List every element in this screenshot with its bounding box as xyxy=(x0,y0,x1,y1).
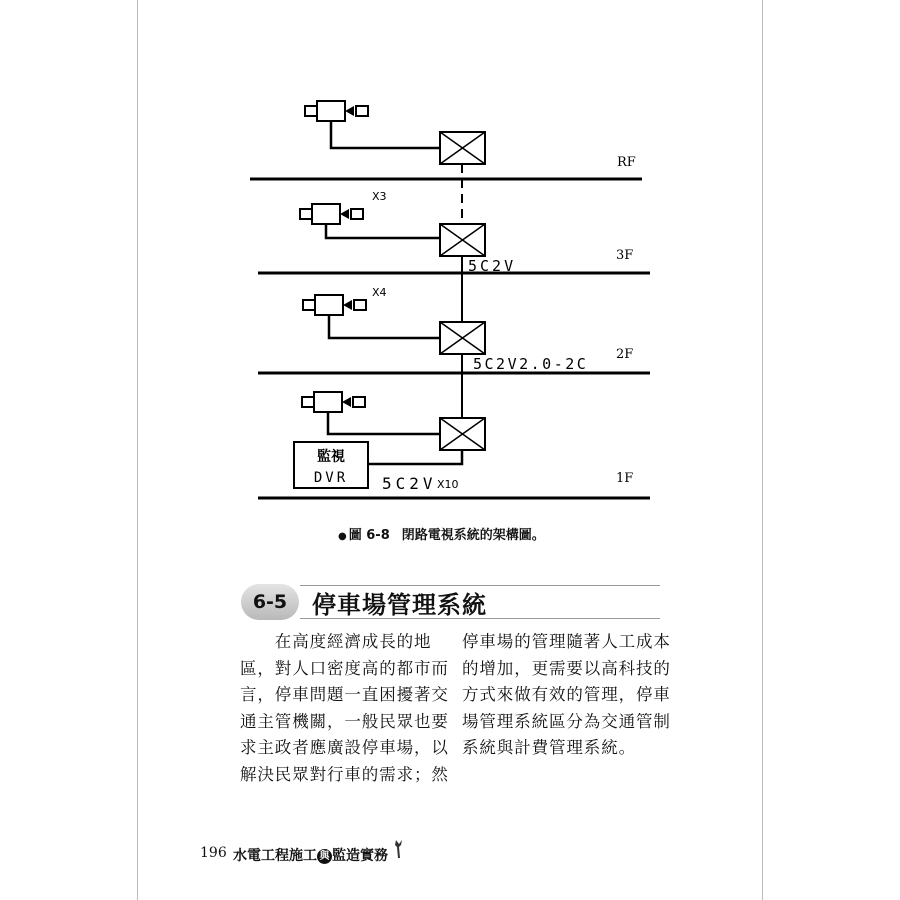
floor-label-rf: RF xyxy=(617,155,636,170)
dvr-label-line2: DVR xyxy=(313,470,349,486)
wrench-icon xyxy=(392,838,406,860)
text-line: 區，對人口密度高的都市而 xyxy=(240,658,449,678)
cable-label-2f: 5C2V2.0-2C xyxy=(473,355,589,373)
body-left-column xyxy=(240,629,449,788)
text-line: 方式來做有效的管理，停車 xyxy=(462,685,671,704)
section-number-badge: 6-5 xyxy=(241,584,299,620)
text-line: 場管理系統區分為交通管制 xyxy=(462,711,671,731)
multiplier-x10: X10 xyxy=(437,478,459,491)
camera-icon xyxy=(305,101,368,121)
floor-label-1f: 1F xyxy=(616,471,634,486)
book-title-part2: 監造實務 xyxy=(332,848,388,864)
book-title xyxy=(233,845,388,865)
text-line: 言，停車問題一直困擾著交 xyxy=(240,685,449,704)
text-line: 求主政者應廣設停車場，以 xyxy=(240,738,449,757)
caption-bullet: ● xyxy=(338,531,347,542)
junction-box-3f xyxy=(440,224,485,256)
text-line: 解決民眾對行車的需求；然 xyxy=(240,764,449,784)
cable-label-1f: 5C2V xyxy=(382,474,437,493)
text-line: 在高度經濟成長的地 xyxy=(240,632,432,651)
multiplier-x4: X4 xyxy=(372,286,387,299)
dvr-label-line1: 監視 xyxy=(317,449,345,465)
figure-caption xyxy=(338,524,545,543)
cable-label-3f: 5C2V xyxy=(468,257,517,275)
text-line: 停車場的管理隨著人工成本 xyxy=(462,632,671,651)
page-number: 196 xyxy=(200,845,227,861)
text-line: 通主管機關，一般民眾也要 xyxy=(240,711,449,731)
book-title-part1: 水電工程施工 xyxy=(233,848,317,864)
junction-box-1f xyxy=(440,418,485,450)
camera-icon xyxy=(300,204,363,224)
section-title: 停車場管理系統 xyxy=(312,591,487,619)
book-title-circle: 與 xyxy=(317,849,332,864)
floor-label-3f: 3F xyxy=(616,248,634,263)
body-right-column xyxy=(462,629,671,762)
junction-box-2f xyxy=(440,322,485,354)
junction-box-rf xyxy=(440,132,485,164)
floor-label-2f: 2F xyxy=(616,347,634,362)
multiplier-x3: X3 xyxy=(372,190,387,203)
text-line: 系統與計費管理系統。 xyxy=(462,738,636,757)
camera-icon xyxy=(303,295,366,315)
caption-text: 閉路電視系統的架構圖。 xyxy=(401,528,545,543)
caption-number: 圖 6-8 xyxy=(348,528,390,543)
camera-icon xyxy=(302,392,365,412)
text-line: 的增加，更需要以高科技的 xyxy=(462,658,671,678)
